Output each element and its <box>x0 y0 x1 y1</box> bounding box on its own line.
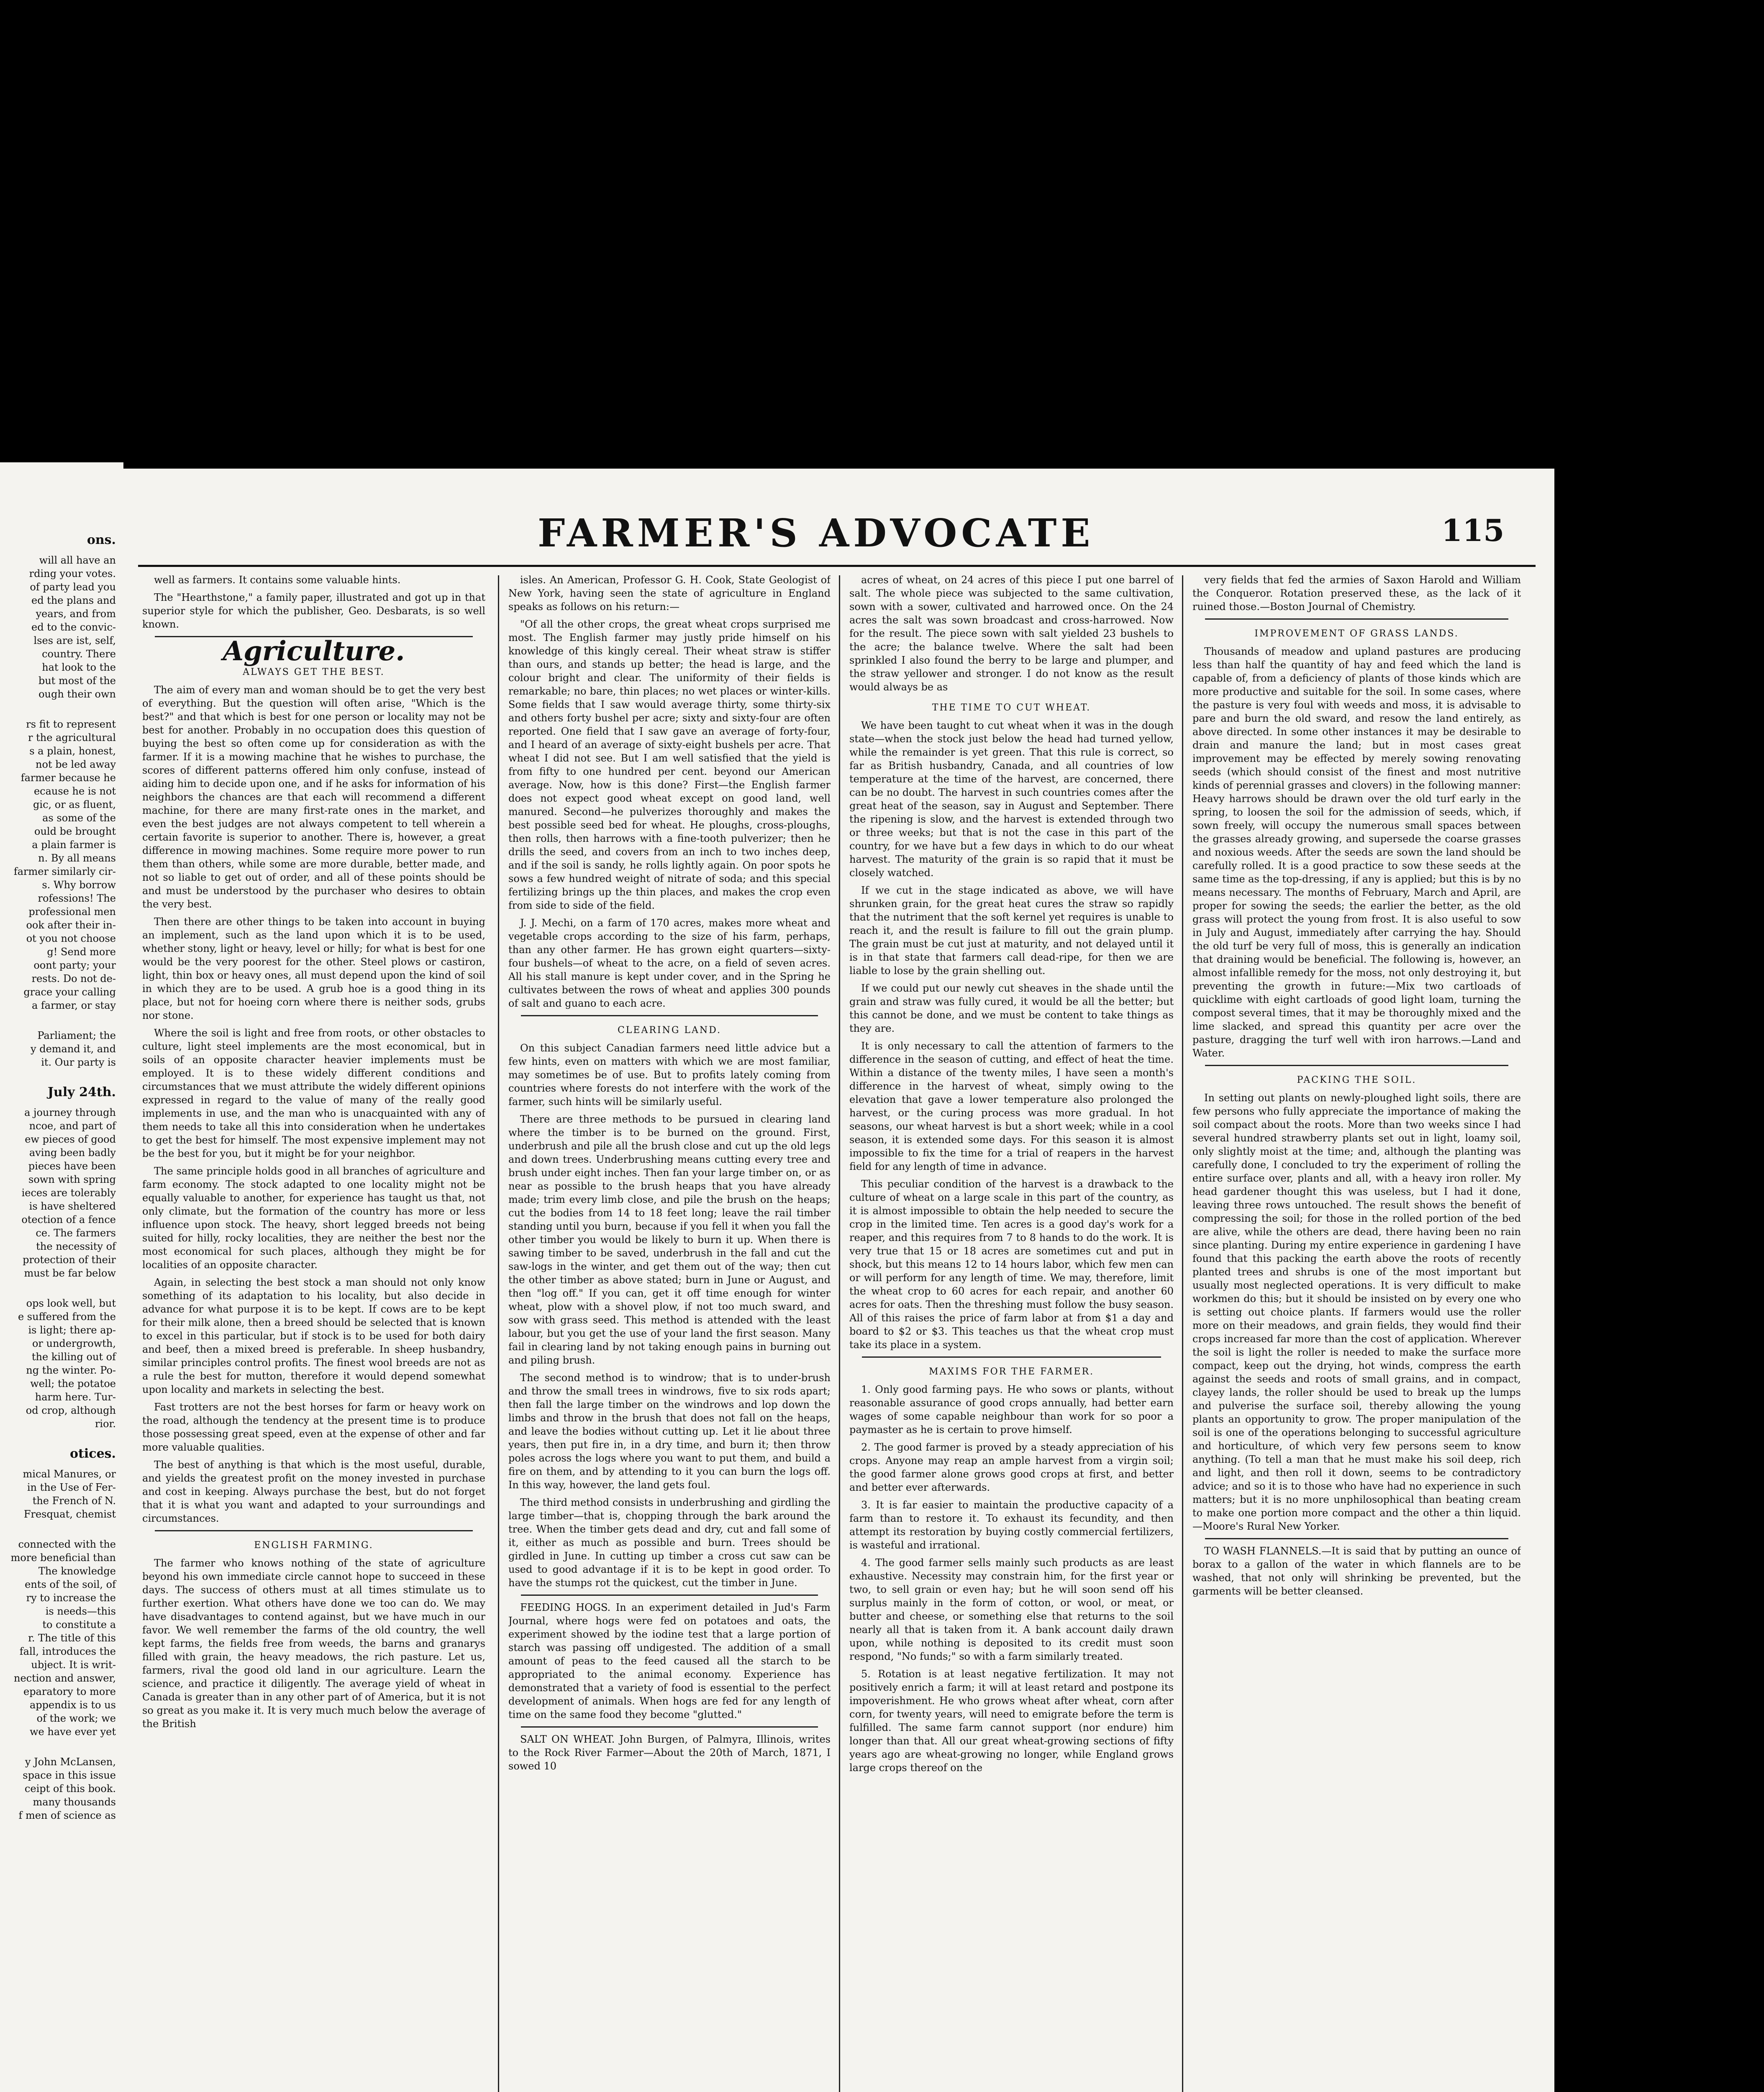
maxim-item: 5. Rotation is at least negative fertilization. It may not positively enrich a farm; it will at least retard and postpone its impoverishment. He who grows wheat after wheat, corn after corn, for twenty years, will need to emigrate before the term is fulfilled. The same farm cannot support (nor endure) him longer than that. All our great wheat-growing sections of fifty years ago are wheat-growing no longer, while England grows large crops thereof on the <box>849 1668 1174 1774</box>
left-text-line: ot you not choose <box>26 933 116 944</box>
col2-rule-2 <box>521 1595 818 1596</box>
col1-hearthstone: The "Hearthstone," a family paper, illustrated and got up in that superior style for which the publisher, Geo. Desbarats, is so well known. <box>142 592 485 630</box>
left-text-line: n. By all means <box>38 852 116 864</box>
left-text-line: e suffered from the <box>18 1311 116 1323</box>
left-text-line: g! Send more <box>47 946 116 958</box>
col3-paragraphs-2 <box>849 719 1174 1351</box>
left-lines-7 <box>11 1538 116 1738</box>
left-text-line: the killing out of <box>31 1351 116 1363</box>
maxims-heading: MAXIMS FOR THE FARMER. <box>928 1366 1095 1377</box>
maxim-item: 1. Only good farming pays. He who sows or plants, without reasonable assurance of good crops annually, had better earn wages of some capable neighbour than work for so poor a paymaster as he is certain to prove himself. <box>849 1384 1174 1436</box>
left-text-line: sown with spring <box>28 1174 116 1185</box>
col4-paragraphs <box>1192 573 1521 613</box>
clearing-land-heading: CLEARING LAND. <box>617 1025 722 1036</box>
left-text-line: the French of N. <box>32 1495 116 1507</box>
col1-paragraphs <box>142 683 485 1525</box>
left-text-line: y John McLansen, <box>25 1756 116 1768</box>
paragraph: The second method is to windrow; that is to under-brush and throw the small trees in windrows, five to six rods apart; then fall the large timber on the windrows and lop down the limbs and throw in the brush that does not fall on the heaps, and leave the bodies without cutting up. Let it lie about three years, then put fire in, in a dry time, and burn it; then throw poles across the logs where you want to put them, and build a fire on them, and by attending to it you can burn the logs off. In this way, however, the land gets foul. <box>508 1372 831 1491</box>
left-text-line: ops look well, but <box>26 1297 116 1309</box>
left-text-line: or undergrowth, <box>32 1338 116 1349</box>
left-text-line: otection of a fence <box>21 1214 116 1225</box>
left-text-line: gic, or as fluent, <box>33 799 116 810</box>
maxim-item: 3. It is far easier to maintain the productive capacity of a farm than to restore it. To exhaust its fecundity, and then attempt its restoration by buying costly commercial fertilizers, is wasteful and irrational. <box>849 1499 1174 1551</box>
col4-rule <box>1205 618 1508 620</box>
paragraph: Then there are other things to be taken into account in buying an implement, such as the land upon which it is to be used, whether stony, light or heavy, level or hilly; for what is best for one would be the very poorest for the other. Steel plows or castiron, light, thin box or heavy ones, all must depend upon the kind of soil in which they are to be used. A grub hoe is a good thing in its place, but not for hoeing corn where there is neither sods, grubs nor stone. <box>142 916 485 1021</box>
paragraph: Fast trotters are not the best horses for farm or heavy work on the road, although the tendency at the present time is to produce those possessing great speed, even at the expense of other and far more valuable qualities. <box>142 1401 485 1453</box>
col2-rule <box>521 1015 818 1016</box>
left-text-line: rofessions! The <box>38 892 116 904</box>
paragraph: This peculiar condition of the harvest is a drawback to the culture of wheat on a large scale in this part of the country, as it is almost impossible to obtain the help needed to secure the crop in the limited time. Ten acres is a good day's work for a reaper, and this requires from 7 to 8 hands to do the work. It is very true that 15 or 18 acres are sometimes cut and put in shock, but this means 12 to 14 hours labor, which few men can or will perform for any length of time. We may, therefore, limit the wheat crop to 60 acres for each repair, and another 60 acres for oats. Then the threshing must follow the busy season. All of this raises the price of farm labor at from $1 a day and board to $2 or $3. This teaches us that the wheat crop must take its place in a system. <box>849 1178 1174 1351</box>
paragraph: There are three methods to be pursued in clearing land where the timber is to be burned on the ground. First, underbrush and pile all the brush close and cut up the old legs and down trees. Underbrushing means cutting every tree and brush under eight inches. Then fan your large timber on, or as near as possible to the brush heaps that you have already made; trim every limb close, and pile the brush on the heaps; cut the bodies from 14 to 18 feet long; leave the rail timber standing until you burn, because if you fell it when you fall the other timber you would be likely to burn it up. When there is sawing timber to be saved, underbrush in the fall and cut the saw-logs in the winter, and get them out of the way; then cut the other timber as above stated; burn in June or August, and then "log off." If you can, get it off time enough for winter wheat, plow with a shovel plow, if not too much sward, and sow with grass seed. This method is attended with the least labour, but you get the use of your land the first season. Many fail in clearing land by not taking enough pains in burning out and piling brush. <box>508 1113 831 1366</box>
left-text-line: space in this issue <box>23 1769 116 1781</box>
newspaper-page <box>119 469 1554 2092</box>
column-divider-2 <box>839 575 840 2092</box>
left-text-line: oont party; your <box>33 959 116 971</box>
left-text-line: will all have an <box>39 554 116 566</box>
col1-paragraphs-2 <box>142 1556 485 1731</box>
paragraph: The aim of every man and woman should be to get the very best of everything. But the question will often arise, "Which is the best?" and that which is best for one person or locality may not be best for another. Probably in no occupation does this question of buying the best so often come up for consideration as with the farmer. If it is a mowing machine that he wishes to purchase, the scores of different patterns offered him only confuse, instead of aiding him to decide upon one, and if he asks for information of his neighbors the chances are that each will recommend a different machine, for there are many first-rate ones in the market, and even the best judges are not always competent to tell wherein a certain favorite is superior to another. There is, however, a great difference in mowing machines. Some require more power to run them than others, while some are more durable, better made, and not so liable to get out of order, and all of these points should be and must be understood by the purchaser who desires to obtain the very best. <box>142 684 485 910</box>
paragraph: The third method consists in underbrushing and girdling the large timber—that is, chopping through the bark around the tree. When the timber gets dead and dry, cut and fall some of it, either as much as possible and burn. Trees should be girdled in June. In cutting up timber a cross cut saw can be used to good advantage if it is to be kept in good order. To have the stumps rot the quickest, cut the timber in June. <box>508 1497 831 1589</box>
time-to-cut-wheat-heading: THE TIME TO CUT WHEAT. <box>932 702 1091 713</box>
left-text-line: f men of science as <box>18 1810 116 1821</box>
left-heading-july: July 24th. <box>47 1085 116 1100</box>
left-text-line: a journey through <box>24 1107 116 1118</box>
column-divider-3 <box>1182 575 1183 2092</box>
left-text-line: years, and from <box>36 608 116 620</box>
left-text-line: ed the plans and <box>31 595 116 606</box>
left-text-line: protection of their <box>23 1254 116 1266</box>
col2-rule-3 <box>521 1726 818 1728</box>
masthead-rule <box>138 565 1536 567</box>
left-text-line: rests. Do not de- <box>31 973 116 984</box>
left-text-line: must be far below <box>24 1267 116 1279</box>
left-text-line: rior. <box>95 1418 116 1430</box>
left-text-line: country. There <box>42 648 116 660</box>
col4-paragraphs-3 <box>1192 1091 1521 1533</box>
column-4 <box>1192 573 1521 2092</box>
left-text-line: od crop, although <box>26 1405 116 1416</box>
left-text-line: ecause he is not <box>33 785 116 797</box>
paragraph: J. J. Mechi, on a farm of 170 acres, makes more wheat and vegetable crops according to the size of his farm, perhaps, than any other farmer. He has grown eight quarters—sixty-four bushels—of wheat to the acre, on a field of seven acres. All his stall manure is kept under cover, and in the Spring he cultivates between the rows of wheat and applies 300 pounds of salt and guano to each acre. <box>508 917 831 1009</box>
left-lines-4 <box>11 1106 116 1280</box>
col3-rule <box>862 1356 1161 1358</box>
left-text-line: farmer similarly cir- <box>13 866 116 877</box>
left-text-line: rs fit to represent <box>26 718 116 730</box>
left-text-line: aving been badly <box>29 1147 116 1159</box>
left-text-line: appendix is to us <box>29 1699 116 1711</box>
paragraph: The same principle holds good in all branches of agriculture and farm economy. The stock adapted to one locality might not be equally valuable to another, for experience has taught us that, not only climate, but the formation of the country has more or less influence upon stock. The heavy, short legged breeds not being suited for hilly, rocky localities, they are neither the best nor the most economical for such places, although they might be for localities of an opposite character. <box>142 1165 485 1271</box>
left-text-line: ould be brought <box>34 826 116 837</box>
grass-lands-heading: IMPROVEMENT OF GRASS LANDS. <box>1254 628 1459 639</box>
paragraph: If we could put our newly cut sheaves in the shade until the grain and straw was fully cured, it would be all the better; but this cannot be done, and we must be content to take things as they are. <box>849 982 1174 1034</box>
left-column-text <box>11 533 116 1822</box>
column-1 <box>142 573 485 2092</box>
col1-rule-2 <box>155 1530 473 1531</box>
paragraph: Again, in selecting the best stock a man should not only know something of its adaptation to his locality, but also decide in advance for what purpose it is to be kept. If cows are to be kept for their milk alone, then a breed should be selected that is known to excel in this particular, but if stock is to be used for both dairy and beef, then a mixed breed is preferable. In sheep husbandry, similar principles control profits. The finest wool breeds are not as a rule the best for mutton, therefore it would depend somewhat upon locality and markets in selecting the best. <box>142 1277 485 1395</box>
left-text-line: nection and answer, <box>13 1672 116 1684</box>
left-text-line: ook after their in- <box>26 919 116 931</box>
left-text-line: harm here. Tur- <box>35 1391 116 1403</box>
left-text-line: we have ever yet <box>29 1726 116 1738</box>
paragraph: acres of wheat, on 24 acres of this piece I put one barrel of salt. The whole piece was subjected to the same cultivation, sown with a sower, cultivated and harrowed once. On the 24 acres the salt was sown broadcast and cross-harrowed. Now for the result. The piece sown with salt yielded 23 bushels to the acre; the balance twelve. Where the salt had been sprinkled I also found the berry to be large and plumper, and the straw yellower and stronger. I do not know as the result would always be as <box>849 574 1174 693</box>
left-text-line: y demand it, and <box>31 1043 116 1055</box>
left-text-line: the necessity of <box>36 1241 116 1252</box>
left-heading-notices: otices. <box>70 1446 116 1461</box>
left-text-line: connected with the <box>18 1538 116 1550</box>
column-2 <box>508 573 831 2092</box>
left-lines-2 <box>11 718 116 1012</box>
left-text-line: s. Why borrow <box>42 879 116 891</box>
col4-paragraphs-2 <box>1192 645 1521 1060</box>
col4-rule-3 <box>1205 1538 1508 1539</box>
left-text-line: not be led away <box>36 759 116 770</box>
left-text-line: but most of the <box>38 675 116 687</box>
left-text-line: of the work; we <box>36 1713 116 1724</box>
left-text-line: ceipt of this book. <box>24 1783 116 1795</box>
left-lines-8 <box>11 1755 116 1822</box>
paragraph: isles. An American, Professor G. H. Cook, State Geologist of New York, having seen the state of agriculture in England speaks as follows on his return:— <box>508 574 831 613</box>
left-text-line: ough their own <box>38 688 116 700</box>
english-farming-heading: ENGLISH FARMING. <box>254 1540 374 1551</box>
col2-paragraphs <box>508 573 831 1010</box>
left-lines-5 <box>11 1297 116 1431</box>
left-text-line: ents of the soil, of <box>25 1579 116 1590</box>
left-text-line: is needs—this <box>45 1605 116 1617</box>
maxims-list <box>849 1383 1174 1774</box>
agriculture-heading: Agriculture. <box>223 636 405 667</box>
left-text-line: more beneficial than <box>10 1552 116 1564</box>
left-text-line: ng the winter. Po- <box>26 1364 116 1376</box>
left-text-line: r the agricultural <box>28 732 116 743</box>
left-text-line: as some of the <box>42 812 116 824</box>
paragraph: Where the soil is light and free from roots, or other obstacles to culture, light steel implements are the most economical, but in soils of an opposite character heavier implements must be employed. It is to these widely different conditions and circumstances that we must attribute the widely different opinions expressed in regard to the value of many of the really good implements in use, and the man who is unacquainted with any of them needs to take all this into consideration when he undertakes to get the best for himself. The most expensive implement may not be the best for you, but it might be for your neighbor. <box>142 1027 485 1159</box>
left-text-line: s a plain, honest, <box>29 745 116 757</box>
col1-intro: well as farmers. It contains some valuable hints. <box>154 574 401 586</box>
left-text-line: eparatory to more <box>23 1686 116 1697</box>
left-text-line: well; the potatoe <box>30 1378 116 1390</box>
paragraph: "Of all the other crops, the great wheat crops surprised me most. The English farmer may justly pride himself on his knowledge of this kingly cereal. Their wheat straw is stiffer than ours, and stands up better; the head is large, and the colour bright and clear. The uniformity of their fields is remarkable; no bare, thin places; no wet places or winter-kills. Some fields that I saw would average thirty, some thirty-six and others forty bushel per acre; sixty and sixty-four are often reported. One field that I saw gave an average of forty-four, and I heard of an average of sixty-eight bushels per acre. That wheat I did not see. But I am well satisfied that the yield is from fifty to one hundred per cent. beyond our American average. Now, how is this done? First—the English farmer does not expect good wheat except on good land, well manured. Second—he pulverizes thoroughly and makes the best possible seed bed for wheat. He ploughs, cross-ploughs, then rolls, then harrows with a fine-tooth pulverizer; then he drills the seed, and covers from an inch to two inches deep, and if the soil is sandy, he rolls lightly again. On poor spots he sows a few hundred weight of nitrate of soda; and this special fertilizing brings up the thin places, and makes the crop even from side to side of the field. <box>508 618 831 911</box>
left-text-line: The knowledge <box>38 1565 116 1577</box>
paragraph: very fields that fed the armies of Saxon Harold and William the Conqueror. Rotation preserved these, as the lack of it ruined those.—Boston Journal of Chemistry. <box>1192 574 1521 613</box>
column-divider-1 <box>498 575 499 2092</box>
left-text-line: is have sheltered <box>29 1200 116 1212</box>
col3-paragraphs <box>849 573 1174 694</box>
left-text-line: lses are ist, self, <box>33 635 116 646</box>
paragraph: In setting out plants on newly-ploughed light soils, there are few persons who fully appreciate the importance of making the soil compact about the roots. More than two weeks since I had several hundred strawberry plants set out in light, loamy soil, only slightly moist at the time; and, although the planting was carefully done, I concluded to try the experiment of rolling the entire surface over, plants and all, with a heavy iron roller. My head gardener thought this was useless, but I had it done, leaving three rows untouched. The result shows the benefit of compressing the soil; for those in the rolled portion of the bed are alive, while the others are dead, there having been no rain since planting. During my entire experience in gardening I have found that this packing the earth above the roots of recently planted trees and shrubs is one of the most important but usually most neglected operations. It is very difficult to make workmen do this; but it should be insisted on by every one who is setting out choice plants. If farmers would use the roller more on their meadows, and grain fields, they would find their crops increased far more than the cost of application. Wherever the soil is light the roller is needed to make the surface more compact, keep out the drying, hot winds, compress the earth against the seeds and roots of small grains, and in compact, clayey lands, the roller should be used to break up the lumps and pulverise the surface soil, thereby allowing the young plants an opportunity to grow. The proper manipulation of the soil is one of the operations belonging to successful agriculture and horticulture, of which very few persons seem to know anything. (To tell a man that he must make his soil deep, rich and light, and then roll it down, seems to be contradictory advice; and so it is to those who have had no experience in such matters; but it is no more unphilosophical than beating cream to make one portion more compact and the other a thin liquid.—Moore's Rural New Yorker. <box>1192 1092 1521 1532</box>
left-text-line: a plain farmer is <box>32 839 116 851</box>
left-text-line: in the Use of Fer- <box>27 1482 116 1493</box>
left-lines-3 <box>11 1029 116 1069</box>
paragraph: The best of anything is that which is the most useful, durable, and yields the greatest profit on the money invested in purchase and cost in keeping. Always purchase the best, but do not forget that it is what you want and adapted to your surroundings and circumstances. <box>142 1459 485 1524</box>
left-text-line: a farmer, or stay <box>31 1000 116 1011</box>
left-text-line: ed to the convic- <box>31 621 116 633</box>
left-text-line: ce. The farmers <box>36 1227 116 1239</box>
packing-the-soil-heading: PACKING THE SOIL. <box>1297 1075 1417 1085</box>
left-text-line: many thousands <box>33 1796 116 1808</box>
left-text-line: fall, introduces the <box>19 1646 116 1657</box>
left-text-line: ncoe, and part of <box>29 1120 116 1132</box>
paragraph: It is only necessary to call the attention of farmers to the difference in the season of cutting, and effect of heat the time. Within a distance of the twenty miles, I have seen a month's difference in the harvest of wheat, simply owing to the elevation that gave a lower temperature also prolonged the harvest, or the curing process was more gradual. In hot seasons, our wheat harvest is but a short week; while in a cool season, it is extended some days. For this season it is almost impossible to fix the time for a trial of reapers in the harvest field for any length of time in advance. <box>849 1040 1174 1172</box>
left-text-line: ew pieces of good <box>25 1133 116 1145</box>
paragraph: We have been taught to cut wheat when it was in the dough state—when the stock just below the head had turned yellow, while the remainder is yet green. That this rule is correct, so far as British husbandry, Canada, and all countries of low temperature at the time of the harvest, are concerned, there can be no doubt. The harvest in such countries comes after the great heat of the season, say in August and September. There the ripening is slow, and the harvest is extended through two or three weeks; but that is not the case in this part of the country, for we have but a few days in which to do our wheat harvest. The maturity of the grain is so rapid that it must be closely watched. <box>849 720 1174 879</box>
left-page-fragment <box>0 462 123 2092</box>
paragraph: The farmer who knows nothing of the state of agriculture beyond his own immediate circle cannot hope to succeed in these days. The success of others must at all times stimulate us to further exertion. What others have done we too can do. We may have disadvantages to contend against, but we have much in our favor. We well remember the farms of the old country, the well kept farms, the fields free from weeds, the barns and granarys filled with grain, the heavy meadows, the rich pasture. Let us, farmers, rival the good old land in our agriculture. Learn the science, and practice it diligently. The average yield of wheat in Canada is greater than in any other part of of America, but it is not so great as you make it. It is very much much below the average of the British <box>142 1557 485 1730</box>
left-lines-6 <box>11 1467 116 1521</box>
left-text-line: hat look to the <box>42 661 116 673</box>
column-3 <box>849 573 1174 2092</box>
paragraph: If we cut in the stage indicated as above, we will have shrunken grain, for the great heat cures the straw so rapidly that the nutriment that the soft kernel yet requires is unable to reach it, and the result is failure to fill out the grain plump. The grain must be cut just at maturity, and not delayed until it is in that state that farmers call dead-ripe, for then we are liable to lose by the grain shelling out. <box>849 884 1174 977</box>
col4-rule-2 <box>1205 1065 1508 1066</box>
left-text-line: to constitute a <box>42 1619 116 1631</box>
paragraph: On this subject Canadian farmers need little advice but a few hints, even on matters with which we are most familiar, may sometimes be of use. But to profits lately coming from countries where forests do not interfere with the work of the farmer, such hints will be similarly useful. <box>508 1042 831 1108</box>
paragraph: Thousands of meadow and upland pastures are producing less than half the quantity of hay and feed which the land is capable of, from a deficiency of plants of those kinds which are more productive and suitable for the soil. In some cases, where the pasture is very foul with weeds and moss, it is advisable to pare and burn the old sward, and resow the land entirely, as above directed. In some other instances it may be desirable to drain and manure the land; but in most cases great improvement may be effected by merely sowing renovating seeds (which should consist of the finest and most nutritive kinds of perennial grasses and clovers) in the following manner: Heavy harrows should be drawn over the old turf early in the spring, to loosen the soil for the admission of seeds, which, if sown freely, will occupy the numerous small spaces between the grasses already growing, and supersede the coarse grasses and noxious weeds. After the seeds are sown the land should be carefully rolled. It is a good practice to sow these seeds at the same time as the top-dressing, if any is applied; but this is by no means necessary. The months of February, March and April, are proper for sowing the seeds; the earlier the better, as the old grass will protect the young from frost. It is also useful to sow in July and August, immediately after carrying the hay. Should the old turf be very full of moss, this is generally an indication that draining would be beneficial. The following is, however, an almost infallible remedy for the moss, not only destroying it, but preventing the growth in future:—Mix two cartloads of quicklime with eight cartloads of good light loam, turning the compost several times, that it may be thoroughly mixed and the lime slacked, and spread this quantity per acre over the pasture, dragging the turf well with iron harrows.—Land and Water. <box>1192 646 1521 1059</box>
left-text-line: ry to increase the <box>26 1592 116 1604</box>
left-text-line: Parliament; the <box>37 1030 116 1041</box>
left-heading-top: ons. <box>87 533 116 547</box>
left-text-line: Fresquat, chemist <box>23 1508 116 1520</box>
col2-paragraphs-2 <box>508 1041 831 1590</box>
masthead-title: FARMER'S ADVOCATE <box>538 510 1095 556</box>
left-text-line: is light; there ap- <box>28 1324 116 1336</box>
left-lines-1 <box>11 554 116 701</box>
left-text-line: professional men <box>28 906 116 918</box>
page-number: 115 <box>1441 513 1505 548</box>
left-text-line: mical Manures, or <box>23 1468 116 1480</box>
always-get-the-best-heading: ALWAYS GET THE BEST. <box>243 667 385 677</box>
maxim-item: 2. The good farmer is proved by a steady appreciation of his crops. Anyone may reap an ample harvest from a virgin soil; the good farmer alone grows good crops at first, and better and better ever afterwards. <box>849 1441 1174 1493</box>
left-text-line: ubject. It is writ- <box>31 1659 116 1671</box>
left-text-line: grace your calling <box>23 986 116 998</box>
left-text-line: it. Our party is <box>41 1056 116 1068</box>
left-text-line: of party lead you <box>30 581 116 593</box>
left-text-line: rding your votes. <box>29 568 116 579</box>
maxim-item: 4. The good farmer sells mainly such products as are least exhaustive. Necessity may constrain him, for the first year or two, to sell grain or even hay; but he will soon send off his surplus mainly in the form of cotton, or wool, or meat, or butter and cheese, or something else that returns to the soil nearly all that is taken from it. A bank account daily drawn upon, while nothing is deposited to its credit must soon respond, "No funds;" so with a farm similarly treated. <box>849 1557 1174 1662</box>
feeding-hogs-paragraph: FEEDING HOGS. In an experiment detailed in Jud's Farm Journal, where hogs were fed on potatoes and oats, the experiment showed by the iodine test that a large portion of starch was passing off undigested. The addition of a small amount of peas to the feed caused all the starch to be appropriated to the animal economy. Experience has demonstrated that a variety of food is essential to the perfect development of animals. When hogs are fed for any length of time on the same food they become "glutted." <box>508 1602 831 1720</box>
left-text-line: ieces are tolerably <box>21 1187 116 1199</box>
salt-on-wheat-paragraph: SALT ON WHEAT. John Burgen, of Palmyra, Illinois, writes to the Rock River Farmer—About the 20th of March, 1871, I sowed 10 <box>508 1733 831 1772</box>
left-text-line: pieces have been <box>28 1160 116 1172</box>
wash-flannels-paragraph: TO WASH FLANNELS.—It is said that by putting an ounce of borax to a gallon of the water in which flannels are to be washed, that not only will shrinking be prevented, but the garments will be better cleansed. <box>1192 1545 1521 1597</box>
left-text-line: r. The title of this <box>28 1632 116 1644</box>
left-text-line: farmer because he <box>21 772 116 784</box>
